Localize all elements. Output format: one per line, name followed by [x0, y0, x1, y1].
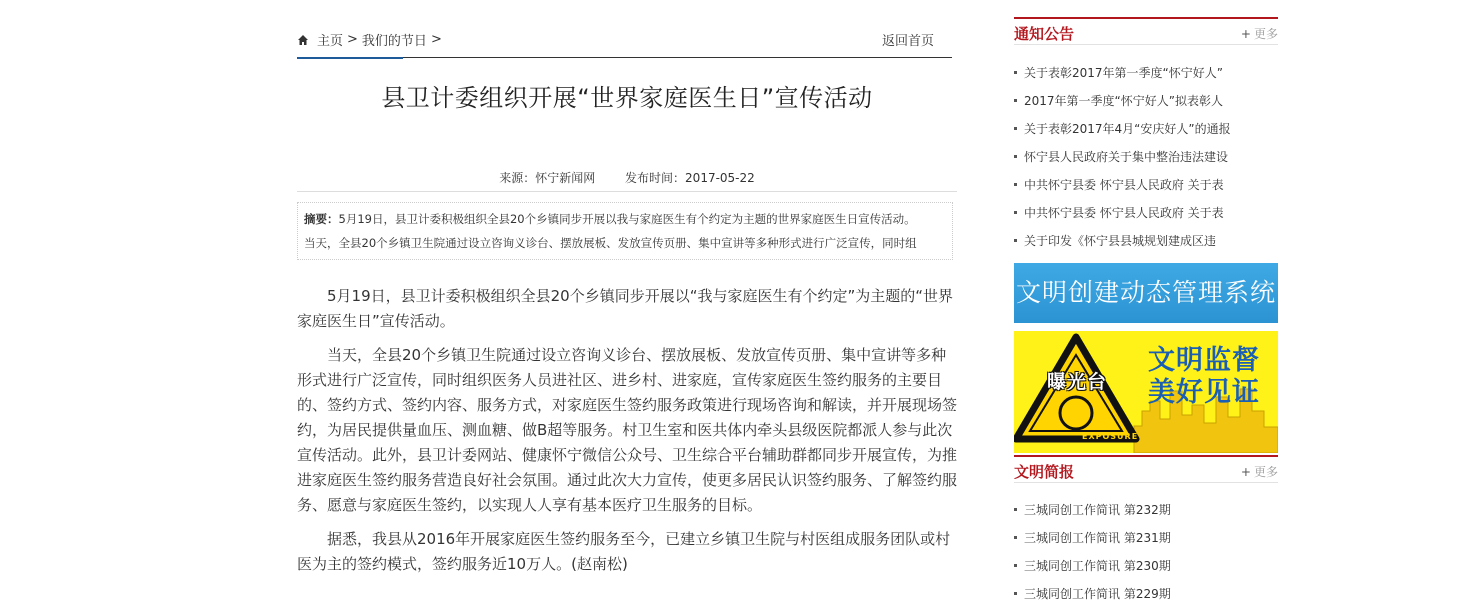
exposure-badge-en: EXPOSURE [1082, 432, 1139, 441]
notice-item[interactable]: 关于印发《怀宁县县城规划建成区违 [1014, 227, 1278, 255]
article-meta [297, 169, 957, 186]
breadcrumb-home-link[interactable]: 主页 [317, 34, 344, 49]
notices-title: 通知公告 [1014, 25, 1075, 43]
brief-item[interactable]: 三城同创工作简讯 第230期 [1014, 552, 1278, 580]
plus-icon: + [1240, 27, 1251, 41]
article-paragraph: 据悉，我县从2016年开展家庭医生签约服务至今，已建立乡镇卫生院与村医组成服务团队或村医为主的签约模式，签约服务近10万人。(赵南松) [297, 530, 951, 573]
brief-item[interactable]: 三城同创工作简讯 第229期 [1014, 580, 1278, 608]
notices-list [1014, 59, 1278, 255]
plus-icon: + [1240, 465, 1251, 479]
notice-item[interactable]: 中共怀宁县委 怀宁县人民政府 关于表 [1014, 199, 1278, 227]
civilization-system-banner[interactable]: 文明创建动态管理系统 [1014, 263, 1278, 323]
exposure-badge: 曝光台 [1047, 371, 1108, 393]
notices-header [1014, 17, 1278, 45]
briefs-title: 文明简报 [1014, 463, 1075, 481]
article-body [297, 284, 957, 586]
notices-more-link[interactable]: + 更多 [1240, 27, 1278, 41]
meta-divider [297, 191, 957, 192]
article-title: 县卫计委组织开展“世界家庭医生日”宣传活动 [381, 84, 873, 112]
breadcrumb-accent-line [297, 57, 403, 59]
breadcrumb-section-link[interactable]: 我们的节日 [361, 34, 427, 49]
notice-item[interactable]: 2017年第一季度“怀宁好人”拟表彰人 [1014, 87, 1278, 115]
notice-item[interactable]: 怀宁县人民政府关于集中整治违法建设 [1014, 143, 1278, 171]
notice-item[interactable]: 关于表彰2017年第一季度“怀宁好人” [1014, 59, 1278, 87]
breadcrumb-separator: > [347, 32, 358, 47]
home-icon [297, 34, 309, 46]
notice-item[interactable]: 关于表彰2017年4月“安庆好人”的通报 [1014, 115, 1278, 143]
breadcrumb-separator: > [430, 32, 442, 47]
briefs-more-link[interactable]: + 更多 [1240, 465, 1278, 479]
slogan-line: 美好见证 [1148, 377, 1260, 408]
summary-line: 当天，全县20个乡镇卫生院通过设立咨询义诊台、摆放展板、发放宣传页册、集中宣讲等多种形式进行广泛宣传，同时组 [304, 236, 917, 250]
brief-item[interactable]: 三城同创工作简讯 第231期 [1014, 524, 1278, 552]
article-paragraph: 5月19日，县卫计委积极组织全县20个乡镇同步开展以“我与家庭医生有个约定”为主题的“世界家庭医生日”宣传活动。 [297, 287, 954, 330]
exposure-slogan [1148, 345, 1260, 409]
briefs-list [1014, 496, 1278, 608]
exposure-banner[interactable] [1014, 331, 1278, 453]
brief-item[interactable]: 三城同创工作简讯 第232期 [1014, 496, 1278, 524]
back-home-link[interactable]: 返回首页 [881, 34, 934, 49]
breadcrumb [297, 30, 446, 49]
notice-item[interactable]: 中共怀宁县委 怀宁县人民政府 关于表 [1014, 171, 1278, 199]
summary-label: 摘要： [304, 212, 339, 226]
article-date: 发布时间：2017-05-22 [625, 171, 755, 185]
breadcrumb-bar [297, 28, 952, 58]
summary-line: 5月19日，县卫计委积极组织全县20个乡镇同步开展以我与家庭医生有个约定为主题的世界家庭医生日宣传活动。 [338, 212, 916, 226]
article-paragraph: 当天，全县20个乡镇卫生院通过设立咨询义诊台、摆放展板、发放宣传页册、集中宣讲等多种形式进行广泛宣传，同时组织医务人员进社区、进乡村、进家庭，宣传家庭医生签约服务的主要目的、签约方式、签约内容、服务方式，对家庭医生签约服务政策进行现场咨询和解读，并开展现场签约，为居民提供量血压、测血糖、做B超等服务。村卫生室和医共体内牵头县级医院都派人参与此次宣传活动。此外，县卫计委网站、健康怀宁微信公众号、卫生综合平台辅助群都同步开展宣传，为推进家庭医生签约服务营造良好社会氛围。通过此次大力宣传，使更多居民认识签约服务、了解签约服务、愿意与家庭医生签约，以实现人人享有基本医疗卫生服务的目标。 [297, 346, 958, 514]
slogan-line: 文明监督 [1148, 345, 1260, 376]
article-summary [297, 202, 953, 260]
briefs-header [1014, 455, 1278, 483]
article-source: 来源：怀宁新闻网 [499, 171, 596, 185]
